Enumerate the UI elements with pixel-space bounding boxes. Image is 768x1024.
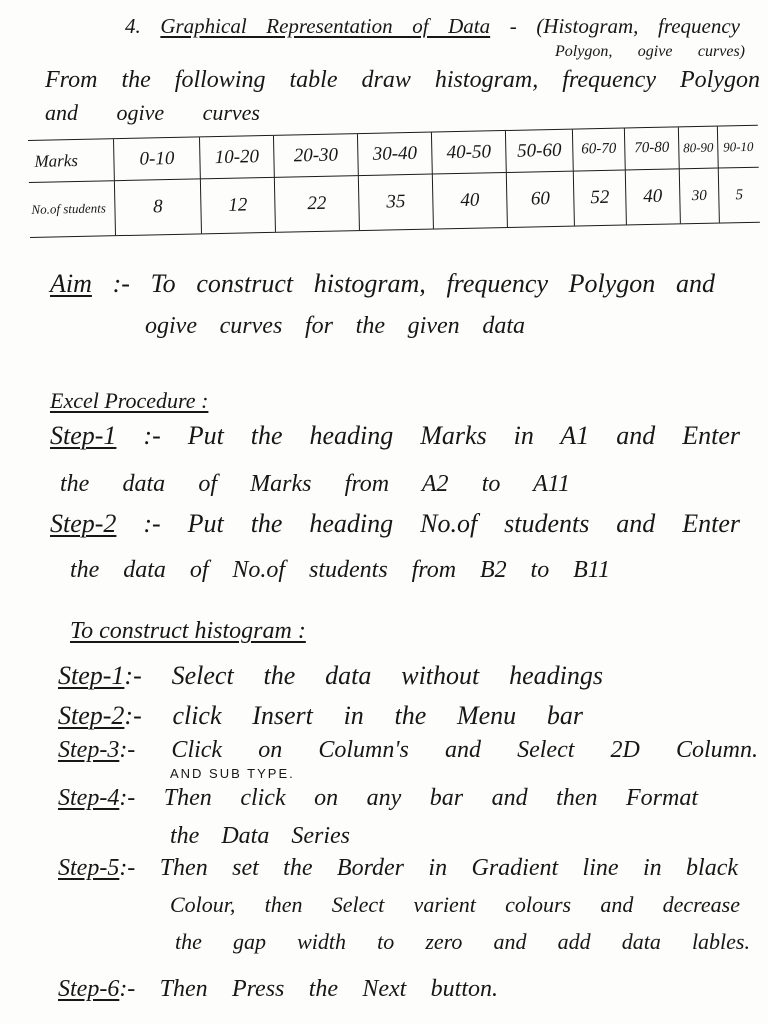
students-cell: 60 [506,172,574,227]
marks-cell: 30-40 [357,133,432,177]
step-label: Step-6 [58,976,120,1002]
histogram-heading: To construct histogram : [70,618,306,644]
step-label: Step-4 [58,785,120,811]
step-text: :- Then click on any bar and then Format [119,785,698,811]
students-cell: 40 [625,169,680,224]
marks-cell: 80-90 [678,127,718,170]
excel-step [50,508,740,539]
frequency-table [28,125,760,238]
excel-step [50,420,740,451]
histogram-step [58,700,583,731]
marks-cell: 20-30 [273,134,358,178]
step-text: :- Put the heading No.of students and Enter [143,509,740,538]
step-label: Step-2 [50,509,117,538]
step-label: Step-3 [58,737,120,763]
step-label: Step-1 [58,661,125,690]
marks-cell: 0-10 [113,137,200,181]
step-text: :- Select the data without headings [124,661,603,690]
step-text: :- Put the heading Marks in A1 and Enter [143,421,740,450]
histogram-step-continued: the gap width to zero and add data lables. [175,929,750,954]
marks-cell: 40-50 [431,131,506,175]
marks-cell: 90-10 [717,126,759,169]
step-text: :- Then set the Border in Gradient line in black [119,855,738,881]
title-subtitle: - (Histogram, frequency [509,14,741,38]
marks-cell: 60-70 [572,129,625,172]
step-text: :- click Insert in the Menu bar [124,701,583,730]
aim-text: :- To construct histogram, frequency Polygon and [112,269,715,298]
title-heading: Graphical Representation of Data [160,14,491,38]
students-cell: 8 [114,179,201,235]
step-text: :- Then Press the Next button. [119,976,498,1002]
marks-cell: 10-20 [199,136,274,180]
students-cell: 40 [432,173,507,229]
histogram-step [58,660,603,691]
students-row-header: No.of students [31,200,106,217]
students-cell: 35 [358,175,433,231]
students-cell: 12 [200,178,275,234]
step-text: :- Click on Column's and Select 2D Column. [119,737,758,763]
students-cell: 30 [679,169,719,224]
students-cell: 5 [718,168,760,223]
instruction-line: and ogive curves [45,100,260,125]
excel-procedure-heading: Excel Procedure : [50,388,209,413]
excel-step-continued: the data of No.of students from B2 to B11 [70,557,610,583]
marks-row-header: Marks [28,139,114,183]
title-subtitle-continued: Polygon, ogive curves) [555,43,745,60]
step-label: Step-1 [50,421,117,450]
marks-cell: 50-60 [505,130,573,173]
students-cell: 52 [573,171,626,226]
page-title [125,14,740,39]
histogram-step [58,784,698,813]
excel-step-continued: the data of Marks from A2 to A11 [60,471,570,497]
students-cell: 22 [274,176,359,232]
instruction-line: From the following table draw histogram, frequency Polygon [45,67,760,93]
histogram-step [58,975,498,1004]
aim-line: ogive curves for the given data [145,313,525,339]
histogram-step [58,736,758,765]
step-label: Step-5 [58,855,120,881]
marks-cell: 70-80 [624,127,679,170]
histogram-step-continued: Colour, then Select varient colours and decrease [170,892,740,917]
step-label: Step-2 [58,701,125,730]
histogram-step-note: AND SUB TYPE. [170,766,295,781]
aim-label: Aim [50,269,92,298]
histogram-step [58,854,738,883]
histogram-step-continued: the Data Series [170,823,350,849]
title-number: 4. [125,14,141,38]
aim-line [50,268,715,299]
